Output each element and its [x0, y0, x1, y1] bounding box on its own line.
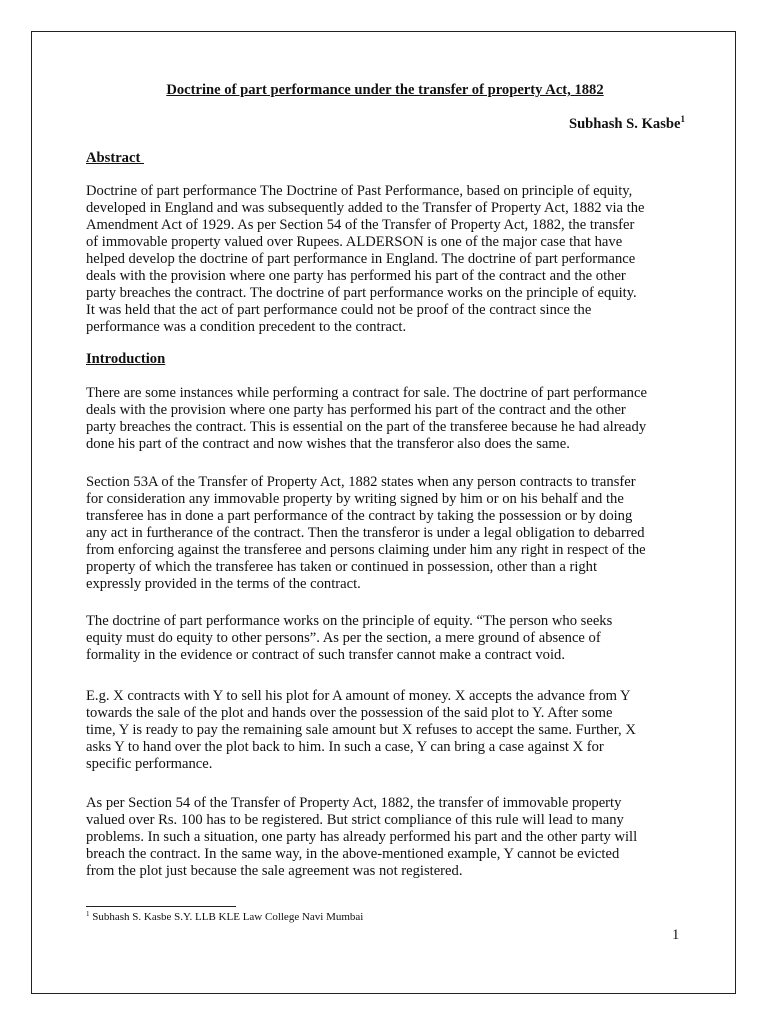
author-line — [569, 116, 685, 133]
author-footnote-mark: 1 — [680, 114, 685, 124]
introduction-paragraph-2 — [86, 474, 688, 593]
paragraph-line: expressly provided in the terms of the contract. — [86, 576, 361, 592]
author-name: Subhash S. Kasbe — [568, 116, 681, 132]
paragraph-line: party breaches the contract. This is essential on the part of the transferee because he had already — [86, 419, 647, 435]
paragraph-line: Amendment Act of 1929. As per Section 54 of the Transfer of Property Act, 1882, the transfer — [86, 217, 635, 233]
paragraph-line: The doctrine of part performance works on the principle of equity. “The person who seeks — [86, 613, 613, 629]
paragraph-line: deals with the provision where one party has performed his part of the contract and the other — [86, 402, 626, 418]
paragraph-line: asks Y to hand over the plot back to him. In such a case, Y can bring a case against X for — [86, 739, 604, 755]
abstract-heading: Abstract — [86, 150, 144, 166]
paragraph-line: As per Section 54 of the Transfer of Property Act, 1882, the transfer of immovable property — [86, 795, 622, 811]
paragraph-line: performance was a condition precedent to the contract. — [86, 319, 407, 335]
paragraph-line: Section 53A of the Transfer of Property Act, 1882 states when any person contracts to transfer — [86, 474, 636, 490]
introduction-paragraph-1 — [86, 385, 688, 453]
paragraph-line: property of which the transferee has taken or continued in possession, other than a right — [86, 559, 598, 575]
paragraph-line: done his part of the contract and now wishes that the transferor also does the same. — [86, 436, 570, 452]
document-title: Doctrine of part performance under the transfer of property Act, 1882 — [166, 82, 604, 98]
paragraph-line: deals with the provision where one party has performed his part of the contract and the other — [86, 268, 626, 284]
footnote-mark: 1 — [86, 910, 90, 918]
footnote — [86, 911, 363, 924]
paragraph-line: towards the sale of the plot and hands over the possession of the said plot to Y. After some — [86, 705, 613, 721]
paragraph-line: time, Y is ready to pay the remaining sale amount but X refuses to accept the same. Further, X — [86, 722, 636, 738]
paragraph-line: Doctrine of part performance The Doctrine of Past Performance, based on principle of equity, — [86, 183, 633, 199]
paragraph-line: It was held that the act of part performance could not be proof of the contract since the — [86, 302, 592, 318]
introduction-paragraph-4 — [86, 688, 688, 773]
paragraph-line: of immovable property valued over Rupees. ALDERSON is one of the major case that have — [86, 234, 623, 250]
introduction-paragraph-5 — [86, 795, 688, 880]
introduction-paragraph-3 — [86, 613, 688, 664]
footnote-text: Subhash S. Kasbe S.Y. LLB KLE Law College Navi Mumbai — [89, 911, 364, 923]
paragraph-line: any act in furtherance of the contract. Then the transferor is under a legal obligation to debarred — [86, 525, 645, 541]
paragraph-line: developed in England and was subsequently added to the Transfer of Property Act, 1882 via the — [86, 200, 645, 216]
paragraph-line: transferee has in done a part performance of the contract by taking the possession or by doing — [86, 508, 633, 524]
paragraph-line: E.g. X contracts with Y to sell his plot for A amount of money. X accepts the advance from Y — [86, 688, 631, 704]
paragraph-line: helped develop the doctrine of part performance in England. The doctrine of part performance — [86, 251, 636, 267]
abstract-paragraph — [86, 183, 688, 336]
footnote-separator — [86, 906, 236, 907]
paragraph-line: specific performance. — [86, 756, 213, 772]
paragraph-line: valued over Rs. 100 has to be registered. But strict compliance of this rule will lead to many — [86, 812, 624, 828]
introduction-heading: Introduction — [86, 351, 166, 367]
paragraph-line: from the plot just because the sale agreement was not registered. — [86, 863, 463, 879]
paragraph-line: party breaches the contract. The doctrine of part performance works on the principle of equity. — [86, 285, 637, 301]
paragraph-line: for consideration any immovable property by writing signed by him or on his behalf and the — [86, 491, 624, 507]
paragraph-line: from enforcing against the transferee and persons claiming under him any right in respect of the — [86, 542, 646, 558]
paragraph-line: breach the contract. In the same way, in the above-mentioned example, Y cannot be evicted — [86, 846, 620, 862]
paragraph-line: formality in the evidence or contract of such transfer cannot make a contract void. — [86, 647, 565, 663]
page-number: 1 — [672, 927, 680, 943]
paragraph-line: There are some instances while performing a contract for sale. The doctrine of part performance — [86, 385, 647, 401]
paragraph-line: equity must do equity to other persons”. As per the section, a mere ground of absence of — [86, 630, 601, 646]
paragraph-line: problems. In such a situation, one party has already performed his part and the other party will — [86, 829, 638, 845]
